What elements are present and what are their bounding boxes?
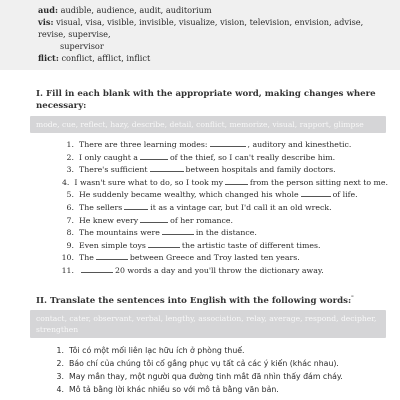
root-words-continued: supervisor — [60, 41, 104, 51]
root-words: audible, audience, audit, auditorium — [60, 5, 212, 15]
list-item: 8. The mountains were in the distance. — [66, 228, 257, 238]
answer-blank[interactable] — [81, 265, 113, 273]
section-2-items — [0, 344, 400, 396]
root-aud — [38, 4, 390, 16]
answer-blank[interactable] — [210, 139, 246, 147]
answer-blank[interactable] — [148, 240, 180, 248]
list-item: 7. He knew every of her romance. — [66, 215, 234, 225]
root-key: aud: — [38, 5, 59, 15]
answer-blank[interactable] — [301, 189, 331, 197]
answer-blank[interactable] — [225, 177, 248, 185]
section-2-word-bank: contact, cater, observant, verbal, lengthy, association, relay, average, respond, decipher, strengthen — [30, 310, 386, 338]
list-item: 4. I wasn't sure what to do, so I took my from the person sitting next to me. — [61, 177, 388, 187]
answer-blank[interactable] — [150, 164, 184, 172]
list-item: 11. 20 words a day and you'll throw the dictionary away. — [61, 265, 324, 275]
root-words: conflict, afflict, inflict — [61, 53, 151, 63]
answer-blank[interactable] — [140, 215, 168, 223]
root-key: flict: — [38, 53, 59, 63]
list-item: 3. May mắn thay, một người qua đường tinh mắt đã nhìn thấy đám cháy. — [56, 372, 343, 382]
root-words-block — [0, 0, 400, 70]
answer-blank[interactable] — [140, 152, 168, 160]
list-item: 10. The between Greece and Troy lasted ten years. — [61, 253, 300, 263]
section-2-title: II. Translate the sentences into English with the following words:" — [36, 294, 354, 306]
root-flict — [38, 52, 390, 64]
list-item: 4. Mô tả bằng lời khác nhiều so với mô tả bằng văn bản. — [56, 385, 279, 395]
root-words: visual, visa, visible, invisible, visualize, vision, television, envision, advise, revise, supervise, — [38, 17, 364, 39]
list-item: 1. There are three learning modes: , auditory and kinesthetic. — [66, 140, 352, 149]
root-vis — [38, 16, 390, 40]
list-item: 2. I only caught a of the thief, so I can't really describe him. — [66, 152, 336, 162]
answer-blank[interactable] — [162, 227, 194, 235]
answer-blank[interactable] — [124, 202, 148, 210]
list-item: 9. Even simple toys the artistic taste of different times. — [66, 240, 321, 250]
list-item: 3. There's sufficient between hospitals and family doctors. — [66, 165, 336, 175]
root-key: vis: — [38, 17, 54, 27]
list-item: 2. Báo chí của chúng tôi cố gắng phục vụ tất cả các ý kiến (khác nhau). — [56, 359, 339, 369]
list-item: 6. The sellers it as a vintage car, but I'd call it an old wreck. — [66, 202, 332, 212]
section-1-word-bank: mode, cue, reflect, hazy, describe, detail, conflict, memorize, visual, rapport, glimpse — [30, 116, 386, 133]
section-1-title: I. Fill in each blank with the appropriate word, making changes where necessary: — [36, 89, 376, 111]
list-item: 5. He suddenly became wealthy, which changed his whole of life. — [66, 190, 358, 200]
answer-blank[interactable] — [96, 252, 128, 260]
section-1-items — [0, 139, 400, 278]
list-item: 1. Tôi có một mối liên lạc hữu ích ở phòng thuế. — [56, 346, 245, 356]
